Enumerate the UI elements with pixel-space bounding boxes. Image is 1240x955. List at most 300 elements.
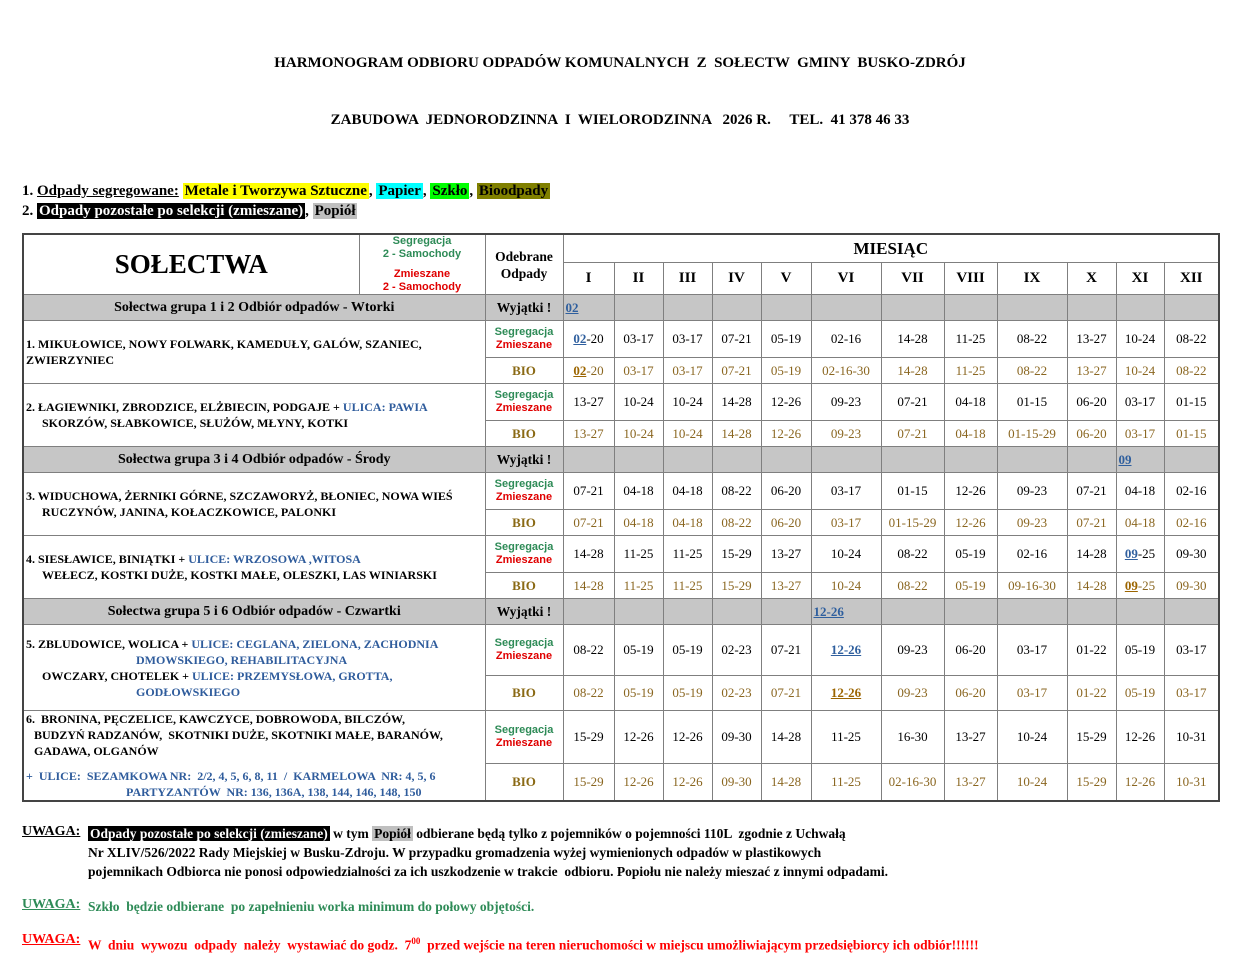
bio-date-cell: 01-15-29 xyxy=(881,510,944,536)
month-header: II xyxy=(614,263,663,295)
wyjatki-value-cell xyxy=(663,447,712,473)
wyjatki-value-cell xyxy=(811,295,881,321)
group-band-row xyxy=(23,447,1219,473)
bio-date-cell: 10-24 xyxy=(1116,358,1164,384)
seg-date-cell: 02-20 xyxy=(563,321,614,358)
legend-mixed-tags: Odpady pozostałe po selekcji (zmieszane) , Popiół xyxy=(39,203,356,219)
seg-date-cell: 11-25 xyxy=(614,536,663,573)
seg-date-cell: 09-30 xyxy=(712,711,761,764)
segregated-schedule-row xyxy=(23,473,1219,510)
seg-date-cell: 11-25 xyxy=(944,321,997,358)
wyjatki-date: 09 xyxy=(1118,451,1132,467)
seg-date-cell: 04-18 xyxy=(663,473,712,510)
zmieszane-row-label: Zmieszane xyxy=(495,650,553,662)
wyjatki-label: Wyjątki ! xyxy=(485,447,563,473)
bio-date-cell: 09-23 xyxy=(997,510,1067,536)
bio-date-cell: 01-15-29 xyxy=(997,421,1067,447)
superscript-time: 00 xyxy=(411,936,421,946)
seg-date-cell: 12-26 xyxy=(663,711,712,764)
note-text-line: Nr XLIV/526/2022 Rady Miejskiej w Busku-Zdroju. W przypadku gromadzenia wyżej wymienionych odpadów w plastikowych xyxy=(88,845,822,860)
bio-date-cell: 05-19 xyxy=(663,676,712,711)
highlight-ash: Popiół xyxy=(374,826,411,841)
seg-date-cell: 03-17 xyxy=(997,625,1067,676)
seg-date-cell: 14-28 xyxy=(1067,536,1116,573)
bio-date-cell: 07-21 xyxy=(563,510,614,536)
seg-date-cell: 05-19 xyxy=(663,625,712,676)
seg-date-cell xyxy=(811,625,881,676)
month-header: VII xyxy=(881,263,944,295)
note xyxy=(22,932,1240,955)
wyjatki-value-cell xyxy=(761,599,811,625)
seg-date-cell: 03-17 xyxy=(1164,625,1219,676)
wyjatki-value-cell xyxy=(712,447,761,473)
zmieszane-row-label: Zmieszane xyxy=(495,491,553,503)
street-names: DMOWSKIEGO, REHABILITACYJNA xyxy=(136,652,348,667)
note-text-line: W dniu wywozu odpady należy wystawiać do godz. $7^{00}$ przed wejście na teren nieruchomości w miejscu umożliwiającym przedsiębiorcy ich odbiór!!!!!! xyxy=(88,936,979,953)
seg-date-cell: 10-24 xyxy=(811,536,881,573)
month-header: X xyxy=(1067,263,1116,295)
seg-date-cell: 06-20 xyxy=(1067,384,1116,421)
wyjatki-value-cell xyxy=(614,447,663,473)
village-names: WEŁECZ, KOSTKI DUŻE, KOSTKI MAŁE, OLESZKI, LAS WINIARSKI xyxy=(42,568,437,582)
seg-date-cell: 08-22 xyxy=(712,473,761,510)
seg-zmieszane-label xyxy=(485,711,563,764)
bio-date-cell: 01-22 xyxy=(1067,676,1116,711)
wyjatki-value-cell xyxy=(563,599,614,625)
note xyxy=(22,897,1240,916)
legend-tag: Szkło xyxy=(432,183,468,199)
bio-date-cell: 08-22 xyxy=(881,573,944,599)
page-title xyxy=(0,0,1240,168)
footer-notes xyxy=(22,824,1240,955)
seg-date-cell: 08-22 xyxy=(997,321,1067,358)
group-band-row xyxy=(23,599,1219,625)
seg-date-cell: 09-23 xyxy=(811,384,881,421)
underlined-date: 02 xyxy=(573,362,587,378)
wyjatki-value-cell xyxy=(614,295,663,321)
bio-date-cell: 04-18 xyxy=(944,421,997,447)
note xyxy=(22,824,1240,881)
wyjatki-date: 12-26 xyxy=(813,603,844,619)
seg-date-cell: 10-24 xyxy=(614,384,663,421)
seg-date-cell: 01-15 xyxy=(997,384,1067,421)
wyjatki-value-cell xyxy=(811,599,881,625)
group-band-label: Sołectwa grupa 1 i 2 Odbiór odpadów - Wtorki xyxy=(23,295,485,321)
seg-date-cell: 05-19 xyxy=(761,321,811,358)
collected-header-line-1: Odebrane xyxy=(495,248,553,264)
seg-date-cell: 13-27 xyxy=(944,711,997,764)
bio-date-cell: 04-18 xyxy=(1116,510,1164,536)
bio-date-cell: 14-28 xyxy=(881,358,944,384)
wyjatki-value-cell xyxy=(614,599,663,625)
seg-date-cell: 02-16 xyxy=(997,536,1067,573)
village-names: 4. SIESŁAWICE, BINIĄTKI + xyxy=(26,552,189,566)
bio-date-cell: 13-27 xyxy=(563,421,614,447)
group-band-label: Sołectwa grupa 5 i 6 Odbiór odpadów - Czwartki xyxy=(23,599,485,625)
wyjatki-label: Wyjątki ! xyxy=(485,599,563,625)
bio-date-cell: 02-23 xyxy=(712,676,761,711)
bio-date-cell: 07-21 xyxy=(881,421,944,447)
wyjatki-value-cell xyxy=(1164,599,1219,625)
segregacja-row-label: Segregacja xyxy=(494,478,554,490)
wyjatki-value-cell xyxy=(761,447,811,473)
seg-date-cell: 14-28 xyxy=(881,321,944,358)
segregated-schedule-row xyxy=(23,321,1219,358)
seg-date-cell: 05-19 xyxy=(944,536,997,573)
bio-date-cell: 12-26 xyxy=(761,421,811,447)
wyjatki-value-cell xyxy=(881,295,944,321)
month-header: XI xyxy=(1116,263,1164,295)
zmieszane-row-label: Zmieszane xyxy=(495,402,553,414)
seg-date-cell: 11-25 xyxy=(663,536,712,573)
bio-date-cell: 03-17 xyxy=(997,676,1067,711)
seg-date-cell: 06-20 xyxy=(761,473,811,510)
seg-date-cell: 14-28 xyxy=(761,711,811,764)
seg-date-cell: 07-21 xyxy=(563,473,614,510)
segregacja-row-label: Segregacja xyxy=(494,724,554,737)
street-names: GODŁOWSKIEGO xyxy=(136,684,241,699)
wyjatki-value-cell xyxy=(1164,295,1219,321)
village-names: 1. MIKUŁOWICE, NOWY FOLWARK, KAMEDUŁY, GALÓW, SZANIEC, ZWIERZYNIEC xyxy=(26,337,425,367)
zmieszane-info-line: Zmieszane xyxy=(393,268,451,280)
wyjatki-value-cell xyxy=(997,295,1067,321)
bio-date-cell: 15-29 xyxy=(1067,764,1116,801)
seg-date-cell: 04-18 xyxy=(614,473,663,510)
vehicles-info-header xyxy=(359,234,485,295)
seg-date-cell: 04-18 xyxy=(1116,473,1164,510)
wyjatki-value-cell xyxy=(944,447,997,473)
bio-date-cell: 13-27 xyxy=(1067,358,1116,384)
segregated-schedule-row xyxy=(23,384,1219,421)
seg-date-cell: 02-23 xyxy=(712,625,761,676)
bio-date-cell: 12-26 xyxy=(944,510,997,536)
seg-date-cell: 03-17 xyxy=(663,321,712,358)
seg-date-cell: 13-27 xyxy=(1067,321,1116,358)
page-title-line-1: HARMONOGRAM ODBIORU ODPADÓW KOMUNALNYCH Z SOŁECTW GMINY BUSKO-ZDRÓJ xyxy=(274,55,966,71)
street-names: ULICE: PRZEMYSŁOWA, GROTTA, xyxy=(192,668,393,683)
bio-date-cell: 04-18 xyxy=(663,510,712,536)
seg-date-cell: 15-29 xyxy=(712,536,761,573)
seg-date-cell: 03-17 xyxy=(1116,384,1164,421)
seg-date-cell: 11-25 xyxy=(811,711,881,764)
bio-date-cell xyxy=(811,676,881,711)
bio-date-cell: 07-21 xyxy=(761,676,811,711)
zmieszane-row-label: Zmieszane xyxy=(495,554,553,566)
bio-date-cell: 03-17 xyxy=(811,510,881,536)
seg-zmieszane-label xyxy=(485,384,563,421)
wyjatki-value-cell xyxy=(1116,447,1164,473)
note-text-line: pojemnikach Odbiorca nie ponosi odpowiedzialności za ich uszkodzenie w trakcie odbioru. Popiołu nie należy mieszać z innymi odpadami. xyxy=(88,864,889,879)
wyjatki-value-cell xyxy=(997,599,1067,625)
seg-date-cell: 12-26 xyxy=(1116,711,1164,764)
legend-item-number: 1. xyxy=(22,183,37,199)
zmieszane-row-label: Zmieszane xyxy=(495,737,553,750)
bio-date-cell: 11-25 xyxy=(614,573,663,599)
legend-tag: Odpady pozostałe po selekcji (zmieszane) xyxy=(39,203,304,219)
seg-date-cell: 12-26 xyxy=(614,711,663,764)
wyjatki-value-cell xyxy=(712,295,761,321)
segregated-schedule-row xyxy=(23,625,1219,676)
seg-date-cell: 10-24 xyxy=(1116,321,1164,358)
legend-tag: Papier xyxy=(378,183,421,199)
bio-date-cell: 07-21 xyxy=(1067,510,1116,536)
bio-date-cell: 15-29 xyxy=(712,573,761,599)
seg-date-cell: 08-22 xyxy=(1164,321,1219,358)
month-header: III xyxy=(663,263,712,295)
month-header: I xyxy=(563,263,614,295)
seg-date-cell: 04-18 xyxy=(944,384,997,421)
bio-date-cell: 05-19 xyxy=(761,358,811,384)
bio-date-cell: 02-20 xyxy=(563,358,614,384)
bio-row-label: BIO xyxy=(485,676,563,711)
seg-date-cell: 07-21 xyxy=(761,625,811,676)
note-label: UWAGA: xyxy=(22,897,81,912)
month-header: VIII xyxy=(944,263,997,295)
segregated-schedule-row xyxy=(23,711,1219,764)
solectwo-name-cell xyxy=(23,536,485,599)
bio-date-cell: 03-17 xyxy=(663,358,712,384)
bio-date-cell: 01-15 xyxy=(1164,421,1219,447)
table-header-row-1 xyxy=(23,234,1219,263)
bio-date-cell: 05-19 xyxy=(1116,676,1164,711)
village-names: 3. WIDUCHOWA, ŻERNIKI GÓRNE, SZCZAWORYŻ, BŁONIEC, NOWA WIEŚ xyxy=(26,489,453,503)
underlined-date: 09 xyxy=(1124,546,1138,561)
seg-date-cell: 08-22 xyxy=(563,625,614,676)
bio-date-cell: 06-20 xyxy=(761,510,811,536)
bio-date-cell: 10-24 xyxy=(811,573,881,599)
seg-date-cell: 15-29 xyxy=(563,711,614,764)
street-names: PARTYZANTÓW NR: 136, 136A, 138, 144, 146, 148, 150 xyxy=(126,785,422,799)
wyjatki-value-cell xyxy=(761,295,811,321)
underlined-date: 12-26 xyxy=(830,685,862,700)
bio-date-cell: 02-16-30 xyxy=(881,764,944,801)
bio-date-cell: 02-16 xyxy=(1164,510,1219,536)
seg-date-cell: 12-26 xyxy=(944,473,997,510)
wyjatki-value-cell xyxy=(563,447,614,473)
bio-date-cell: 08-22 xyxy=(563,676,614,711)
page-title-line-2: ZABUDOWA JEDNORODZINNA I WIELORODZINNA 2026 R. TEL. 41 378 46 33 xyxy=(330,112,910,128)
seg-date-cell: 02-16 xyxy=(1164,473,1219,510)
seg-date-cell: 07-21 xyxy=(1067,473,1116,510)
bio-date-cell: 05-19 xyxy=(944,573,997,599)
segregacja-info-line: Segregacja xyxy=(392,235,452,247)
bio-date-cell: 11-25 xyxy=(811,764,881,801)
village-names: OWCZARY, CHOTELEK + xyxy=(42,668,192,683)
village-names: SKORZÓW, SŁABKOWICE, SŁUŻÓW, MŁYNY, KOTKI xyxy=(42,416,349,430)
underlined-date: 12-26 xyxy=(830,642,862,657)
village-names: BUDZYŃ RADZANÓW, SKOTNIKI DUŻE, SKOTNIKI MAŁE, BARANÓW, xyxy=(34,728,443,742)
bio-date-cell: 14-28 xyxy=(712,421,761,447)
solectwo-name-cell xyxy=(23,321,485,384)
bio-date-cell: 08-22 xyxy=(1164,358,1219,384)
wyjatki-value-cell xyxy=(811,447,881,473)
note-text xyxy=(88,824,888,881)
bio-date-cell: 09-25 xyxy=(1116,573,1164,599)
seg-date-cell: 05-19 xyxy=(1116,625,1164,676)
seg-date-cell: 09-23 xyxy=(881,625,944,676)
bio-date-cell: 04-18 xyxy=(614,510,663,536)
seg-zmieszane-label xyxy=(485,321,563,358)
seg-date-cell: 01-22 xyxy=(1067,625,1116,676)
seg-date-cell: 15-29 xyxy=(1067,711,1116,764)
bio-date-cell: 14-28 xyxy=(1067,573,1116,599)
month-header: VI xyxy=(811,263,881,295)
note-label: UWAGA: xyxy=(22,932,81,947)
wyjatki-value-cell xyxy=(663,295,712,321)
month-header: V xyxy=(761,263,811,295)
bio-date-cell: 12-26 xyxy=(614,764,663,801)
bio-date-cell: 06-20 xyxy=(944,676,997,711)
solectwa-header: SOŁECTWA xyxy=(23,234,359,295)
seg-date-cell: 08-22 xyxy=(881,536,944,573)
seg-date-cell: 16-30 xyxy=(881,711,944,764)
wyjatki-value-cell xyxy=(1116,599,1164,625)
seg-date-cell: 02-16 xyxy=(811,321,881,358)
seg-date-cell: 09-25 xyxy=(1116,536,1164,573)
seg-zmieszane-label xyxy=(485,625,563,676)
seg-zmieszane-label xyxy=(485,473,563,510)
village-names: RUCZYNÓW, JANINA, KOŁACZKOWICE, PALONKI xyxy=(42,505,337,519)
village-names: 6. BRONINA, PĘCZELICE, KAWCZYCE, DOBROWODA, BILCZÓW, xyxy=(26,712,405,726)
bio-date-cell: 10-31 xyxy=(1164,764,1219,801)
street-names: ULICE: CEGLANA, ZIELONA, ZACHODNIA xyxy=(191,636,439,651)
bio-date-cell: 14-28 xyxy=(761,764,811,801)
wyjatki-value-cell xyxy=(944,599,997,625)
bio-date-cell: 11-25 xyxy=(944,358,997,384)
solectwo-name-cell xyxy=(23,384,485,447)
street-names: ULICA: PAWIA xyxy=(342,400,428,414)
collected-waste-header xyxy=(485,234,563,295)
wyjatki-value-cell xyxy=(881,447,944,473)
bio-date-cell: 03-17 xyxy=(614,358,663,384)
street-names: + ULICE: SEZAMKOWA NR: 2/2, 4, 5, 6, 8, 11 / KARMELOWA NR: 4, 5, 6 xyxy=(26,769,436,783)
segregacja-row-label: Segregacja xyxy=(494,389,554,401)
wyjatki-value-cell xyxy=(712,599,761,625)
seg-date-cell: 10-24 xyxy=(663,384,712,421)
wyjatki-date: 02 xyxy=(565,299,579,315)
bio-date-cell: 15-29 xyxy=(563,764,614,801)
wyjatki-value-cell xyxy=(997,447,1067,473)
bio-date-cell: 11-25 xyxy=(663,573,712,599)
segregacja-row-label: Segregacja xyxy=(494,326,554,338)
seg-date-cell: 03-17 xyxy=(614,321,663,358)
bio-date-cell: 14-28 xyxy=(563,573,614,599)
zmieszane-cars-line: 2 - Samochody xyxy=(382,281,462,293)
bio-date-cell: 09-30 xyxy=(712,764,761,801)
underlined-date: 02 xyxy=(573,331,587,346)
seg-date-cell: 14-28 xyxy=(712,384,761,421)
bio-date-cell: 10-24 xyxy=(997,764,1067,801)
wyjatki-value-cell xyxy=(1067,295,1116,321)
month-header: IX xyxy=(997,263,1067,295)
legend-tag: Bioodpady xyxy=(478,183,549,199)
schedule-table xyxy=(22,233,1220,802)
village-names: 2. ŁAGIEWNIKI, ZBRODZICE, ELŻBIECIN, PODGAJE + xyxy=(26,400,343,414)
seg-date-cell: 01-15 xyxy=(1164,384,1219,421)
village-names: 5. ZBLUDOWICE, WOLICA + xyxy=(26,636,192,651)
legend-tag: Popiół xyxy=(314,203,356,219)
note-text xyxy=(88,932,979,955)
highlight-mixed-waste: Odpady pozostałe po selekcji (zmieszane) xyxy=(90,826,328,841)
seg-date-cell: 10-31 xyxy=(1164,711,1219,764)
seg-date-cell: 09-23 xyxy=(997,473,1067,510)
seg-date-cell: 14-28 xyxy=(563,536,614,573)
zmieszane-row-label: Zmieszane xyxy=(495,339,553,351)
segregacja-row-label: Segregacja xyxy=(494,541,554,553)
segregacja-cars-line: 2 - Samochody xyxy=(382,248,462,260)
seg-date-cell: 13-27 xyxy=(761,536,811,573)
seg-date-cell: 07-21 xyxy=(712,321,761,358)
bio-date-cell: 12-26 xyxy=(663,764,712,801)
village-names: GADAWA, OLGANÓW xyxy=(34,744,159,758)
bio-row-label: BIO xyxy=(485,764,563,801)
seg-date-cell: 10-24 xyxy=(997,711,1067,764)
bio-date-cell: 08-22 xyxy=(712,510,761,536)
bio-row-label: BIO xyxy=(485,421,563,447)
solectwo-name-cell xyxy=(23,625,485,711)
note-label: UWAGA: xyxy=(22,824,81,839)
group-band-row xyxy=(23,295,1219,321)
bio-date-cell: 06-20 xyxy=(1067,421,1116,447)
seg-date-cell: 01-15 xyxy=(881,473,944,510)
wyjatki-value-cell xyxy=(1116,295,1164,321)
bio-row-label: BIO xyxy=(485,573,563,599)
month-header: XII xyxy=(1164,263,1219,295)
wyjatki-value-cell xyxy=(1067,447,1116,473)
wyjatki-value-cell xyxy=(1067,599,1116,625)
bio-date-cell: 12-26 xyxy=(1116,764,1164,801)
segregacja-row-label: Segregacja xyxy=(494,637,554,649)
seg-date-cell: 06-20 xyxy=(944,625,997,676)
wyjatki-value-cell xyxy=(563,295,614,321)
month-group-header: MIESIĄC xyxy=(563,234,1219,263)
bio-date-cell: 13-27 xyxy=(761,573,811,599)
seg-date-cell: 03-17 xyxy=(811,473,881,510)
bio-date-cell: 03-17 xyxy=(1116,421,1164,447)
bio-date-cell: 03-17 xyxy=(1164,676,1219,711)
legend-line-mixed xyxy=(22,201,1240,221)
legend-segregated-label: Odpady segregowane: xyxy=(37,183,179,199)
bio-date-cell: 07-21 xyxy=(712,358,761,384)
seg-date-cell: 07-21 xyxy=(881,384,944,421)
seg-date-cell: 12-26 xyxy=(761,384,811,421)
bio-date-cell: 13-27 xyxy=(944,764,997,801)
wyjatki-value-cell xyxy=(881,599,944,625)
month-header: IV xyxy=(712,263,761,295)
collected-header-line-2: Odpady xyxy=(500,265,548,281)
bio-date-cell: 10-24 xyxy=(663,421,712,447)
bio-date-cell: 05-19 xyxy=(614,676,663,711)
bio-date-cell: 09-23 xyxy=(881,676,944,711)
wyjatki-value-cell xyxy=(944,295,997,321)
group-band-label: Sołectwa grupa 3 i 4 Odbiór odpadów - Środy xyxy=(23,447,485,473)
seg-date-cell: 05-19 xyxy=(614,625,663,676)
legend-tag: Metale i Tworzywa Sztuczne xyxy=(184,183,367,199)
underlined-date: 09 xyxy=(1124,577,1138,593)
seg-date-cell: 13-27 xyxy=(563,384,614,421)
solectwo-name-cell xyxy=(23,473,485,536)
bio-date-cell: 09-16-30 xyxy=(997,573,1067,599)
legend-segregated-tags: Metale i Tworzywa Sztuczne , Papier , Szkło , Bioodpady xyxy=(184,183,549,199)
note-text-line: Odpady pozostałe po selekcji (zmieszane) w tym Popiół odbierane będą tylko z pojemników o pojemności 110L zgodnie z Uchwałą xyxy=(90,826,846,841)
bio-date-cell: 02-16-30 xyxy=(811,358,881,384)
bio-row-label: BIO xyxy=(485,358,563,384)
seg-zmieszane-label xyxy=(485,536,563,573)
legend-line-segregated xyxy=(22,181,1240,201)
wyjatki-value-cell xyxy=(1164,447,1219,473)
solectwo-name-cell xyxy=(23,711,485,802)
note-text-line: Szkło będzie odbierane po zapełnieniu worka minimum do połowy objętości. xyxy=(88,899,535,914)
